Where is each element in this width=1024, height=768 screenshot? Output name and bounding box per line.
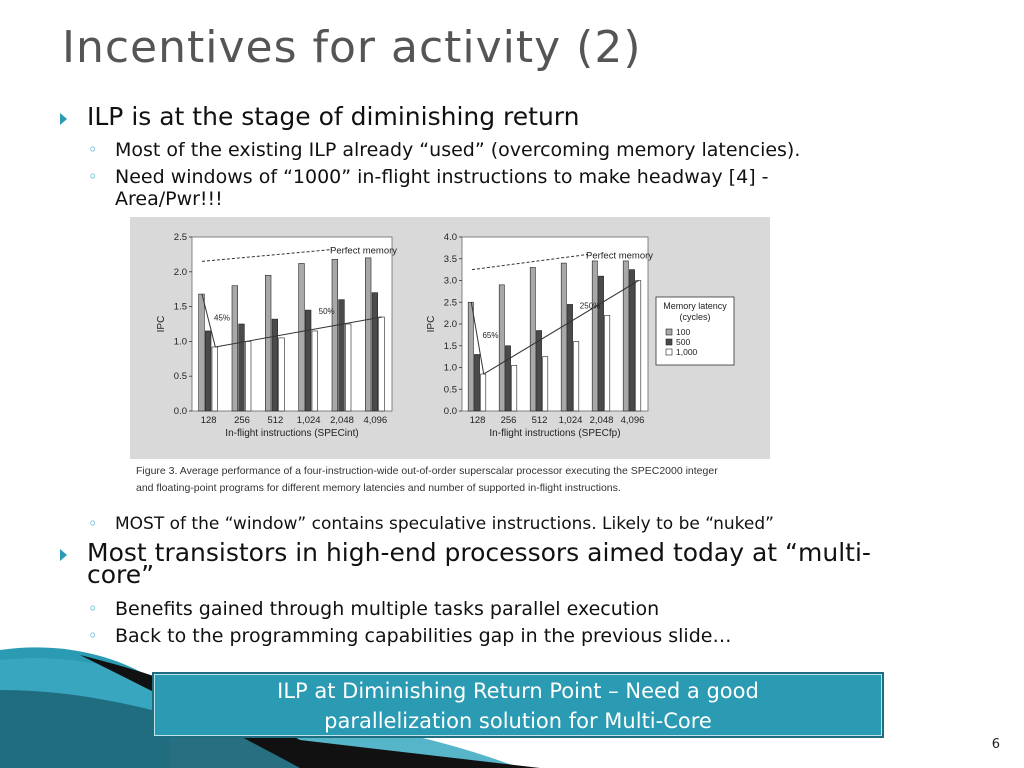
arrow-bullet-icon <box>60 549 67 561</box>
conclusion-callout <box>152 672 884 738</box>
circle-bullet-icon: ◦ <box>88 167 98 186</box>
y-tick-label: 2.0 <box>173 266 187 278</box>
y-tick-label: 1.5 <box>173 301 187 313</box>
bar-100 <box>332 259 338 411</box>
bar-100 <box>623 261 628 411</box>
bar-1000 <box>605 315 610 411</box>
x-tick-label: 1,024 <box>296 415 321 426</box>
bar-100 <box>299 263 305 411</box>
bar-1000 <box>574 341 579 411</box>
annotation-label: 50% <box>318 307 335 317</box>
bar-1000 <box>481 374 486 411</box>
bar-100 <box>530 267 535 411</box>
y-tick-label: 3.0 <box>443 275 457 287</box>
x-axis-label: In-flight instructions (SPECfp) <box>489 428 621 439</box>
bar-1000 <box>512 365 517 411</box>
slide-title: Incentives for activity (2) <box>62 22 642 73</box>
bar-1000 <box>245 341 251 411</box>
callout-line-2: parallelization solution for Multi-Core <box>324 709 712 733</box>
x-tick-label: 4,096 <box>620 415 645 426</box>
x-tick-label: 1,024 <box>558 415 583 426</box>
x-tick-label: 256 <box>500 415 517 426</box>
y-tick-label: 2.5 <box>173 232 187 243</box>
y-axis-label: IPC <box>426 315 437 333</box>
y-tick-label: 1.5 <box>443 340 457 352</box>
subbullet-text: Need windows of “1000” in-flight instructions to make headway [4] - <box>115 166 769 188</box>
annotation-label: 45% <box>214 313 231 323</box>
chart-specfp <box>420 217 760 459</box>
circle-bullet-icon: ◦ <box>88 599 98 618</box>
bar-500 <box>474 354 479 411</box>
bar-100 <box>561 263 566 411</box>
bar-1000 <box>312 331 318 411</box>
annotation-label: 65% <box>482 331 499 341</box>
x-axis-label: In-flight instructions (SPECint) <box>225 428 359 439</box>
bar-100 <box>199 294 205 411</box>
annotation-label: 250% <box>579 301 601 311</box>
chart-specint <box>130 217 430 459</box>
arrow-bullet-icon <box>60 113 67 125</box>
y-tick-label: 4.0 <box>443 232 457 243</box>
bar-1000 <box>212 347 218 411</box>
bar-1000 <box>379 317 385 411</box>
bar-1000 <box>636 281 641 412</box>
circle-bullet-icon: ◦ <box>88 514 98 533</box>
bar-1000 <box>543 357 548 411</box>
legend-entry: 500 <box>676 337 691 347</box>
y-tick-label: 0.5 <box>443 384 457 396</box>
subbullet-text: Most of the existing ILP already “used” (overcoming memory latencies). <box>115 139 801 161</box>
x-tick-label: 512 <box>267 415 284 426</box>
x-tick-label: 128 <box>200 415 217 426</box>
y-tick-label: 0.0 <box>173 406 187 417</box>
bar-1000 <box>345 324 351 411</box>
circle-bullet-icon: ◦ <box>88 140 98 159</box>
bar-500 <box>629 270 634 411</box>
bar-100 <box>365 258 371 411</box>
legend-swatch <box>666 329 672 335</box>
bar-500 <box>505 346 510 411</box>
perfect-memory-label: Perfect memory <box>586 250 654 262</box>
y-tick-label: 1.0 <box>173 336 187 348</box>
caption-line-1: Figure 3. Average performance of a four-instruction-wide out-of-order superscalar processor executing the SPEC2000 integer <box>136 465 718 477</box>
y-tick-label: 3.5 <box>443 253 457 265</box>
bullet-text: ILP is at the stage of diminishing return <box>87 102 580 131</box>
bar-500 <box>305 310 311 411</box>
circle-bullet-icon: ◦ <box>88 626 98 645</box>
y-axis-label: IPC <box>156 315 167 333</box>
bullet-text-cont: core” <box>87 560 155 589</box>
x-tick-label: 2,048 <box>589 415 614 426</box>
bar-100 <box>232 286 238 411</box>
bar-500 <box>205 331 211 411</box>
callout-line-1: ILP at Diminishing Return Point – Need a good <box>277 679 759 703</box>
x-tick-label: 512 <box>531 415 548 426</box>
plot-area <box>462 237 648 411</box>
bar-1000 <box>279 338 285 411</box>
bar-100 <box>592 261 597 411</box>
performance-figure <box>130 217 770 507</box>
bar-500 <box>536 331 541 411</box>
figure-caption <box>136 463 766 497</box>
subbullet-text: Benefits gained through multiple tasks parallel execution <box>115 598 660 620</box>
bar-500 <box>598 276 603 411</box>
x-tick-label: 256 <box>234 415 250 426</box>
legend-swatch <box>666 349 672 355</box>
bar-100 <box>265 275 271 411</box>
subbullet-text-cont: Area/Pwr!!! <box>115 188 223 210</box>
y-tick-label: 0.5 <box>173 371 187 383</box>
x-tick-label: 2,048 <box>330 415 354 426</box>
bar-500 <box>272 319 278 411</box>
y-tick-label: 2.5 <box>443 297 457 309</box>
bar-500 <box>372 293 378 411</box>
legend-entry: 100 <box>676 327 691 337</box>
legend-title: (cycles) <box>679 312 711 322</box>
y-tick-label: 0.0 <box>443 406 457 417</box>
x-tick-label: 4,096 <box>363 415 388 426</box>
legend-title: Memory latency <box>663 301 727 311</box>
legend-entry: 1,000 <box>676 347 698 357</box>
caption-line-2: and floating-point programs for different memory latencies and number of supported in-flight instructions. <box>136 482 621 494</box>
bar-500 <box>239 324 245 411</box>
x-tick-label: 128 <box>469 415 486 426</box>
plot-area <box>192 237 392 411</box>
bar-100 <box>499 285 504 411</box>
y-tick-label: 2.0 <box>443 319 457 330</box>
bar-500 <box>339 300 345 411</box>
bar-100 <box>468 302 473 411</box>
subbullet-text: Back to the programming capabilities gap in the previous slide… <box>115 625 732 647</box>
subbullet-text: MOST of the “window” contains speculative instructions. Likely to be “nuked” <box>115 514 774 534</box>
page-number: 6 <box>991 737 1000 752</box>
y-tick-label: 1.0 <box>443 362 457 374</box>
legend-swatch <box>666 339 672 345</box>
perfect-memory-label: Perfect memory <box>330 245 398 257</box>
bullet-text: Most transistors in high-end processors aimed today at “multi- <box>87 538 871 567</box>
